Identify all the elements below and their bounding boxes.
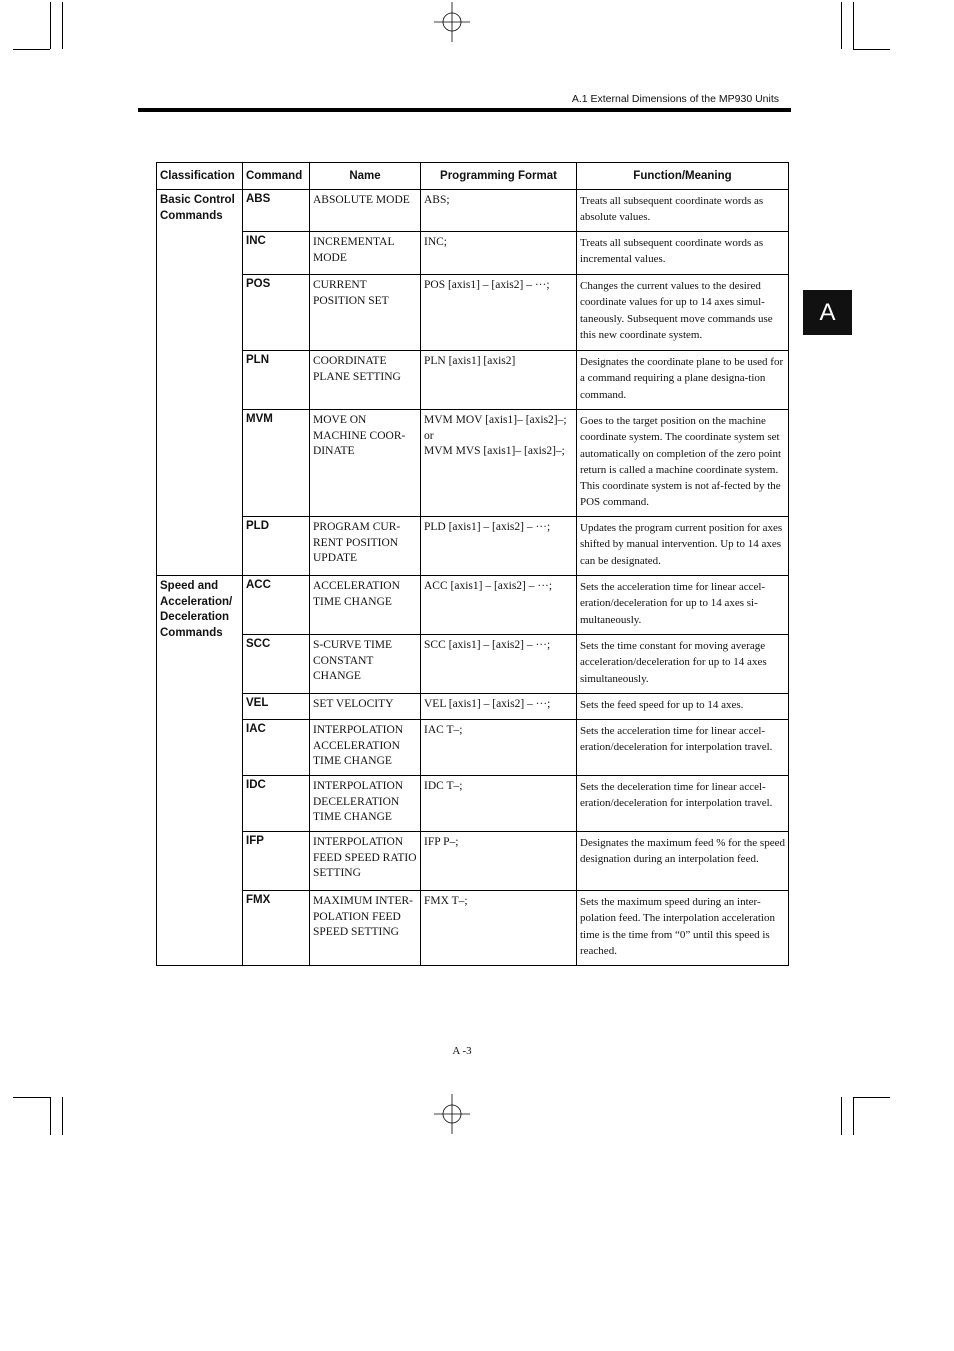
column-header: Function/Meaning	[577, 163, 789, 190]
table-row	[157, 232, 789, 275]
meaning-cell: Designates the maximum feed % for the speed designation during an interpolation feed.	[577, 832, 789, 891]
meaning-cell: Sets the maximum speed during an inter-polation feed. The interpolation acceleration time is the time from “0” until this speed is reached.	[577, 891, 789, 966]
command-cell: PLN	[243, 351, 310, 410]
format-cell: FMX T–;	[421, 891, 577, 966]
command-cell: IFP	[243, 832, 310, 891]
format-cell: ACC [axis1] – [axis2] – ···;	[421, 576, 577, 635]
command-cell: FMX	[243, 891, 310, 966]
name-cell: COORDINATE PLANE SETTING	[310, 351, 421, 410]
command-cell: IAC	[243, 720, 310, 776]
name-cell: MOVE ON MACHINE COOR-DINATE	[310, 410, 421, 517]
table-row	[157, 410, 789, 517]
page-number: A -3	[452, 1045, 472, 1057]
command-cell: POS	[243, 275, 310, 351]
meaning-cell: Sets the acceleration time for linear accel-eration/deceleration for interpolation travel.	[577, 720, 789, 776]
table-row	[157, 635, 789, 694]
command-cell: VEL	[243, 694, 310, 720]
format-cell: POS [axis1] – [axis2] – ···;	[421, 275, 577, 351]
meaning-cell: Sets the feed speed for up to 14 axes.	[577, 694, 789, 720]
name-cell: INTERPOLATION ACCELERATION TIME CHANGE	[310, 720, 421, 776]
command-cell: ACC	[243, 576, 310, 635]
command-cell: ABS	[243, 190, 310, 232]
format-cell: VEL [axis1] – [axis2] – ···;	[421, 694, 577, 720]
table-row	[157, 720, 789, 776]
meaning-cell: Treats all subsequent coordinate words as incremental values.	[577, 232, 789, 275]
name-cell: INTERPOLATION DECELERATION TIME CHANGE	[310, 776, 421, 832]
meaning-cell: Sets the time constant for moving average acceleration/deceleration for up to 14 axes simultaneously.	[577, 635, 789, 694]
table-row	[157, 351, 789, 410]
meaning-cell: Sets the acceleration time for linear accel-eration/deceleration for up to 14 axes si-multaneously.	[577, 576, 789, 635]
table-row	[157, 275, 789, 351]
format-cell: IAC T–;	[421, 720, 577, 776]
format-cell: INC;	[421, 232, 577, 275]
table-body	[157, 190, 789, 966]
meaning-cell: Treats all subsequent coordinate words as absolute values.	[577, 190, 789, 232]
format-cell: PLD [axis1] – [axis2] – ···;	[421, 517, 577, 576]
table-row	[157, 576, 789, 635]
running-header: A.1 External Dimensions of the MP930 Units	[571, 93, 779, 105]
name-cell: MAXIMUM INTER-POLATION FEED SPEED SETTING	[310, 891, 421, 966]
table-row	[157, 776, 789, 832]
name-cell: INCREMENTAL MODE	[310, 232, 421, 275]
name-cell: PROGRAM CUR-RENT POSITION UPDATE	[310, 517, 421, 576]
table-row	[157, 190, 789, 232]
column-header: Programming Format	[421, 163, 577, 190]
command-table	[156, 162, 789, 966]
command-cell: PLD	[243, 517, 310, 576]
format-cell: SCC [axis1] – [axis2] – ···;	[421, 635, 577, 694]
table-row	[157, 891, 789, 966]
command-cell: SCC	[243, 635, 310, 694]
format-cell: PLN [axis1] [axis2]	[421, 351, 577, 410]
column-header: Classification	[157, 163, 243, 190]
format-cell: IFP P–;	[421, 832, 577, 891]
table-row	[157, 832, 789, 891]
name-cell: SET VELOCITY	[310, 694, 421, 720]
name-cell: INTERPOLATION FEED SPEED RATIO SETTING	[310, 832, 421, 891]
meaning-cell: Goes to the target position on the machine coordinate system. The coordinate system set automatically on completion of the zero point return is called a machine coordinate system. This coordinate system is not af-fected by the POS command.	[577, 410, 789, 517]
column-header: Command	[243, 163, 310, 190]
table-row	[157, 694, 789, 720]
name-cell: ACCELERATION TIME CHANGE	[310, 576, 421, 635]
name-cell: CURRENT POSITION SET	[310, 275, 421, 351]
name-cell: ABSOLUTE MODE	[310, 190, 421, 232]
classification-cell: Basic Control Commands	[157, 190, 243, 576]
command-cell: MVM	[243, 410, 310, 517]
registration-mark-top-icon	[432, 2, 472, 42]
classification-cell: Speed and Acceleration/ Deceleration Commands	[157, 576, 243, 966]
command-cell: INC	[243, 232, 310, 275]
meaning-cell: Designates the coordinate plane to be used for a command requiring a plane designa-tion command.	[577, 351, 789, 410]
command-cell: IDC	[243, 776, 310, 832]
meaning-cell: Sets the deceleration time for linear accel-eration/deceleration for interpolation travel.	[577, 776, 789, 832]
table-header-row	[157, 163, 789, 190]
registration-mark-bottom-icon	[432, 1094, 472, 1134]
format-cell: IDC T–;	[421, 776, 577, 832]
name-cell: S-CURVE TIME CONSTANT CHANGE	[310, 635, 421, 694]
meaning-cell: Updates the program current position for axes shifted by manual intervention. Up to 14 axes can be designated.	[577, 517, 789, 576]
format-cell: MVM MOV [axis1]– [axis2]–; or MVM MVS [axis1]– [axis2]–;	[421, 410, 577, 517]
meaning-cell: Changes the current values to the desired coordinate values for up to 14 axes simul-taneously. Subsequent move commands use this new coordinate system.	[577, 275, 789, 351]
appendix-tab: A	[803, 290, 852, 335]
format-cell: ABS;	[421, 190, 577, 232]
header-rule	[138, 108, 791, 112]
column-header: Name	[310, 163, 421, 190]
table-row	[157, 517, 789, 576]
